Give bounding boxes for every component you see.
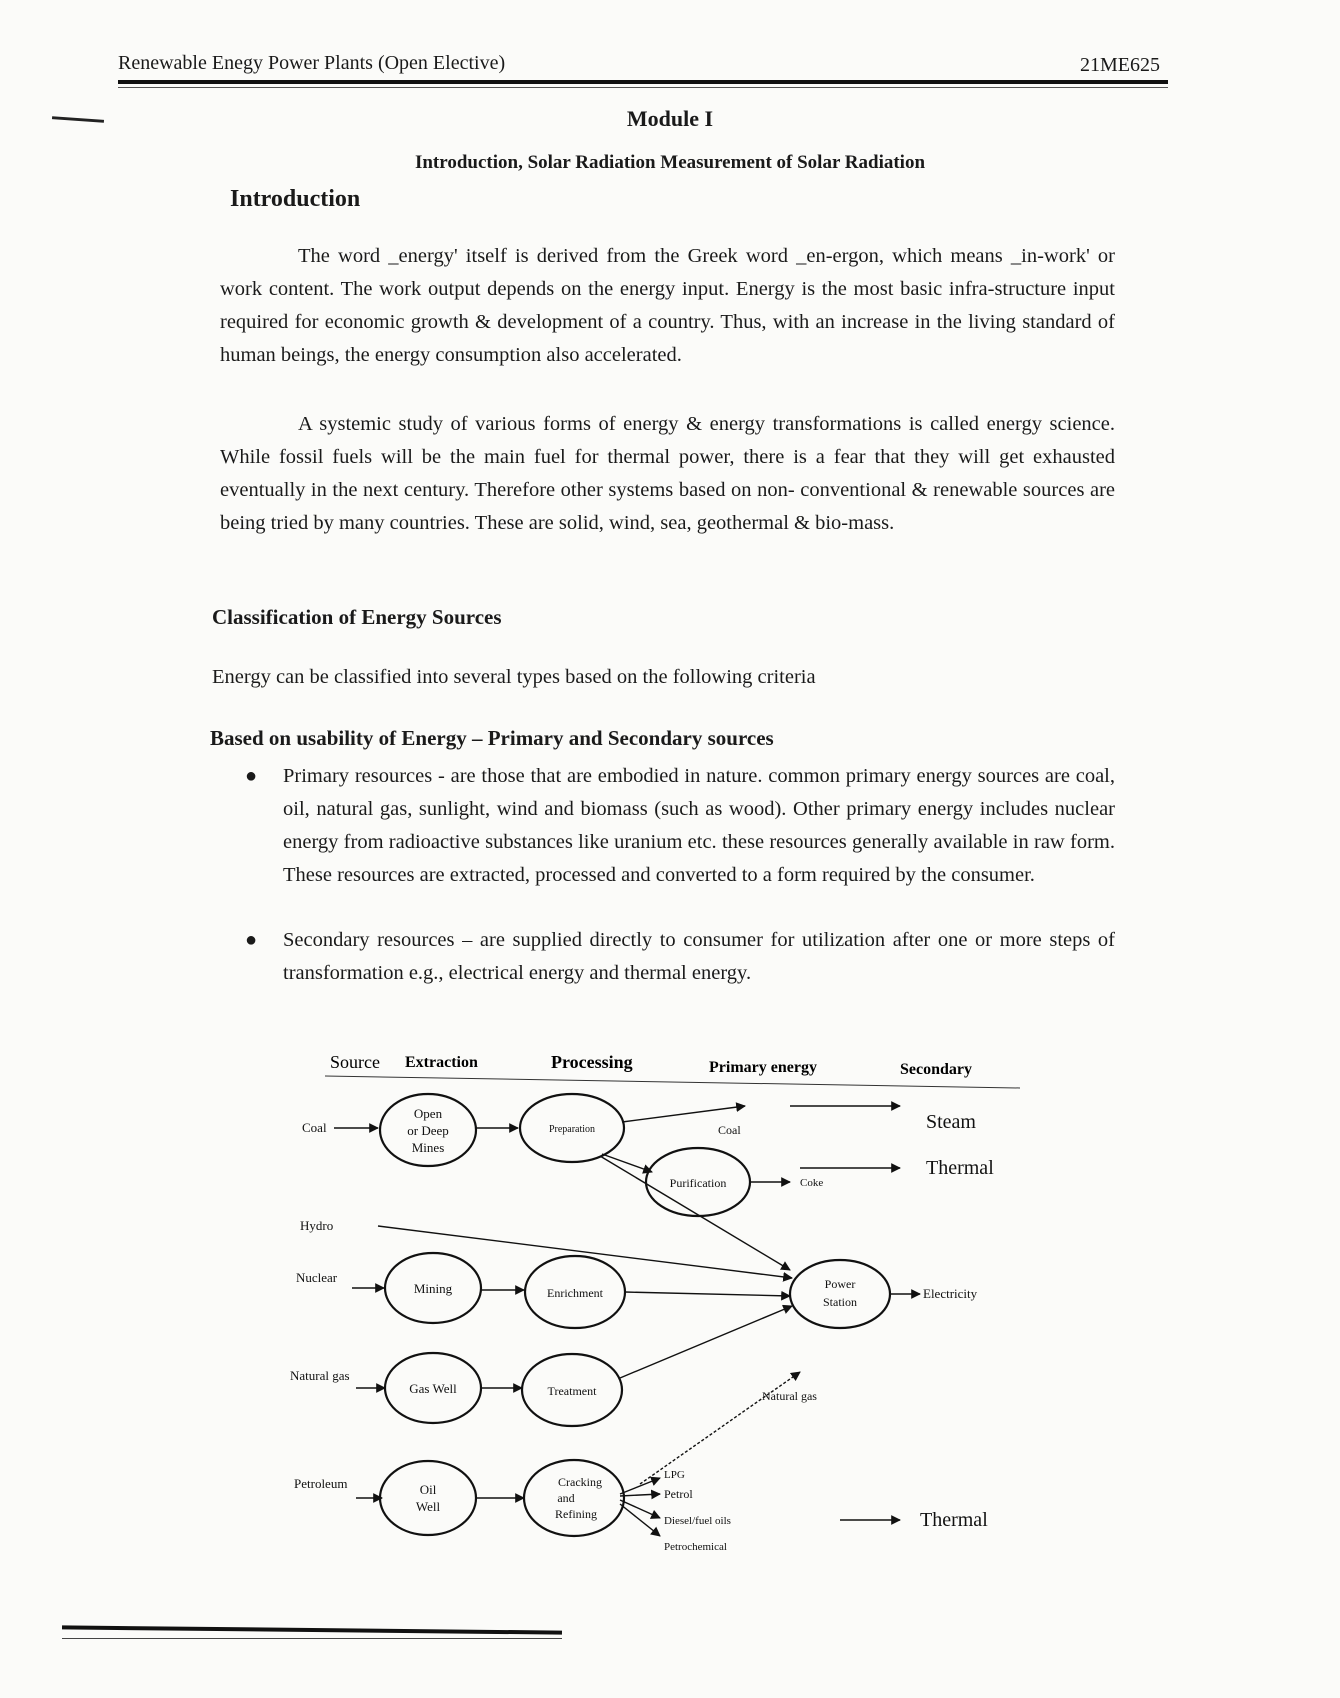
intro-paragraph-1-text: The word _energy' itself is derived from the Greek word _en-ergon, which means _in-work' or work content. The work output depends on the energy input. Energy is the most basic infra-structure input required for economic growth & development of a country. Thus, with an increase in the living standard of human beings, the energy consumption also accelerated. [220,245,1115,366]
label-lpg: LPG [664,1469,685,1481]
label-diesel: Diesel/fuel oils [664,1515,731,1527]
label-cracking: Cracking [558,1475,602,1489]
header-rule [118,80,1168,84]
label-purification: Purification [669,1176,727,1190]
secondary-resources-text: Secondary resources – are supplied directly to consumer for utilization after one or more steps of transformation e.g., electrical energy and thermal energy. [283,929,1115,984]
classification-heading: Classification of Energy Sources [212,605,502,629]
module-title: Module I [626,106,714,131]
label-or-deep: or Deep [407,1123,449,1138]
module-subtitle: Introduction, Solar Radiation Measurement of Solar Radiation [414,152,926,173]
footer-rule-thin [62,1638,562,1639]
label-open: Open [413,1106,443,1121]
header-secondary: Secondary [900,1061,972,1078]
header-processing: Processing [551,1052,633,1072]
header-title: Renewable Enegy Power Plants (Open Elective) [118,52,506,74]
source-labels [290,1120,350,1491]
label-coke: Coke [800,1177,824,1189]
primary-resources-text: Primary resources - are those that are embodied in nature. common primary energy sources are coal, oil, natural gas, sunlight, wind and biomass (such as wood). Other primary energy includes nuclear energy from radioactive substances like uranium etc. these resources generally available in raw form. These resources are extracted, processed and converted to a form required by the consumer. [283,765,1115,886]
label-natural-gas-source: Natural gas [290,1368,350,1383]
label-gas-well: Gas Well [409,1381,457,1396]
label-hydro: Hydro [300,1218,334,1233]
label-steam: Steam [926,1111,976,1133]
bullet-icon: ● [245,765,258,787]
header-source: Source [330,1052,380,1072]
criteria-text: Energy can be classified into several types based on the following criteria [212,666,816,688]
process-nodes [380,1094,890,1536]
resource-list [245,760,1115,990]
label-power: Power [824,1277,856,1291]
label-nuclear: Nuclear [296,1270,338,1285]
label-station: Station [822,1295,858,1309]
intro-paragraph-1 [220,240,1115,372]
bullet-icon: ● [245,929,258,951]
node-labels [407,1106,857,1521]
label-preparation: Preparation [548,1124,596,1135]
label-petrol: Petrol [664,1487,693,1501]
footer-rule [62,1625,562,1634]
flow-arrows [334,1106,920,1536]
label-treatment: Treatment [547,1384,597,1398]
header-rule-thin [118,87,1168,88]
introduction-heading: Introduction [230,186,361,212]
label-thermal-1: Thermal [926,1157,994,1179]
header-primary-energy: Primary energy [709,1059,817,1076]
label-petrochemical: Petrochemical [664,1541,727,1553]
intro-paragraph-2 [220,408,1115,540]
label-petroleum: Petroleum [294,1476,348,1491]
label-electricity: Electricity [923,1286,978,1301]
header-course-code: 21ME625 [1080,54,1160,76]
list-item-secondary [245,924,1115,990]
usability-heading: Based on usability of Energy – Primary and Secondary sources [210,726,774,750]
label-oil: Oil [419,1482,437,1497]
label-well: Well [415,1499,441,1514]
node-power-station [790,1260,890,1328]
label-enrichment: Enrichment [547,1286,603,1300]
label-refining: Refining [555,1507,597,1521]
diagram-headers [325,1052,1020,1088]
label-natural-gas-output: Natural gas [762,1389,817,1403]
header-extraction: Extraction [405,1054,478,1071]
label-coal-source: Coal [302,1120,327,1135]
label-mining: Mining [413,1281,453,1296]
energy-flow-diagram [290,1048,1040,1568]
intro-paragraph-2-text: A systemic study of various forms of energy & energy transformations is called energy science. While fossil fuels will be the main fuel for thermal power, there is a fear that they will get exhausted eventually in the next century. Therefore other systems based on non- conventional & renewable sources are being tried by many countries. These are solid, wind, sea, geothermal & bio-mass. [220,413,1115,534]
label-and: and [557,1491,575,1505]
list-item-primary [245,760,1115,892]
node-oil-well [380,1461,476,1535]
label-mines: Mines [411,1140,445,1155]
label-thermal-2: Thermal [920,1509,988,1531]
label-coal-primary: Coal [718,1123,741,1137]
